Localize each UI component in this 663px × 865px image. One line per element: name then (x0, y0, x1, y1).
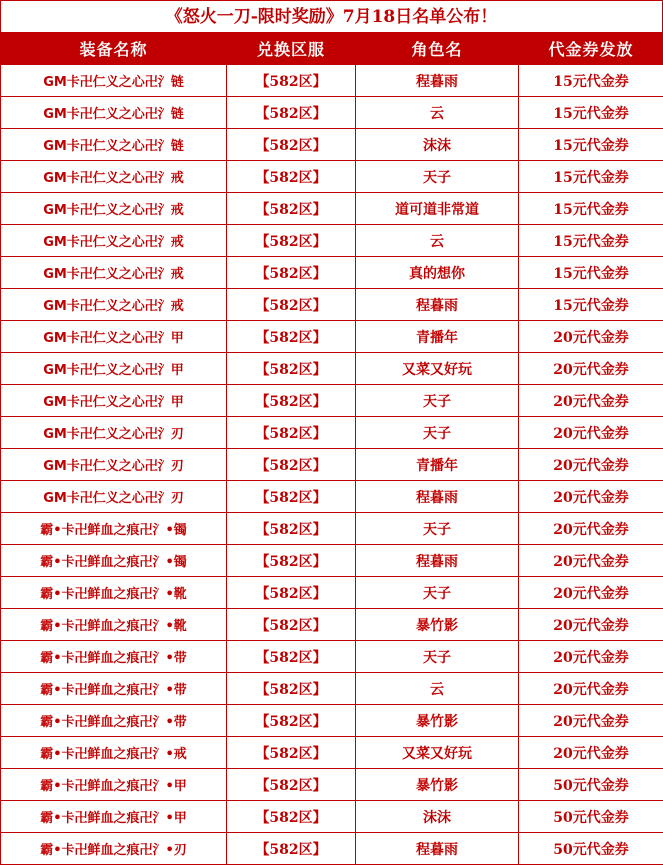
voucher-cell: 15元代金券 (519, 129, 663, 161)
equipment-name-cell: GM卡卍仁义之心卍氵戒 (1, 193, 227, 225)
voucher-cell: 50元代金券 (519, 801, 663, 833)
voucher-cell: 15元代金券 (519, 257, 663, 289)
table-row (1, 513, 663, 545)
server-cell: 【582区】 (227, 705, 356, 737)
table-row (1, 161, 663, 193)
character-name-cell: 沫沫 (356, 801, 519, 833)
server-cell: 【582区】 (227, 97, 356, 129)
equipment-name-cell: GM卡卍仁义之心卍氵甲 (1, 353, 227, 385)
server-cell: 【582区】 (227, 769, 356, 801)
server-cell: 【582区】 (227, 129, 356, 161)
equipment-name-cell: GM卡卍仁义之心卍氵戒 (1, 225, 227, 257)
voucher-cell: 20元代金券 (519, 481, 663, 513)
equipment-name-cell: GM卡卍仁义之心卍氵刃 (1, 417, 227, 449)
equipment-name-cell: GM卡卍仁义之心卍氵戒 (1, 257, 227, 289)
equipment-name-cell: GM卡卍仁义之心卍氵甲 (1, 385, 227, 417)
equipment-name-cell: GM卡卍仁义之心卍氵刃 (1, 449, 227, 481)
character-name-cell: 云 (356, 97, 519, 129)
voucher-cell: 20元代金券 (519, 513, 663, 545)
voucher-cell: 20元代金券 (519, 609, 663, 641)
server-cell: 【582区】 (227, 65, 356, 97)
server-cell: 【582区】 (227, 609, 356, 641)
table-row (1, 353, 663, 385)
character-name-cell: 程暮雨 (356, 289, 519, 321)
voucher-cell: 20元代金券 (519, 737, 663, 769)
equipment-name-cell: GM卡卍仁义之心卍氵戒 (1, 161, 227, 193)
table-row (1, 609, 663, 641)
voucher-cell: 15元代金券 (519, 97, 663, 129)
voucher-cell: 15元代金券 (519, 65, 663, 97)
equipment-name-cell: 霸•卡卍鲜血之痕卍氵•带 (1, 705, 227, 737)
server-cell: 【582区】 (227, 801, 356, 833)
reward-table (0, 32, 663, 865)
character-name-cell: 程暮雨 (356, 65, 519, 97)
voucher-cell: 20元代金券 (519, 577, 663, 609)
character-name-cell: 沫沫 (356, 129, 519, 161)
character-name-cell: 天子 (356, 385, 519, 417)
voucher-cell: 50元代金券 (519, 833, 663, 865)
column-header-character: 角色名 (356, 33, 519, 65)
character-name-cell: 暴竹影 (356, 705, 519, 737)
table-row (1, 385, 663, 417)
equipment-name-cell: 霸•卡卍鲜血之痕卍氵•镯 (1, 513, 227, 545)
server-cell: 【582区】 (227, 449, 356, 481)
table-body (1, 65, 663, 865)
table-row (1, 65, 663, 97)
table-row (1, 577, 663, 609)
character-name-cell: 道可道非常道 (356, 193, 519, 225)
equipment-name-cell: GM卡卍仁义之心卍氵刃 (1, 481, 227, 513)
server-cell: 【582区】 (227, 481, 356, 513)
character-name-cell: 云 (356, 673, 519, 705)
table-row (1, 801, 663, 833)
server-cell: 【582区】 (227, 193, 356, 225)
voucher-cell: 20元代金券 (519, 449, 663, 481)
equipment-name-cell: 霸•卡卍鲜血之痕卍氵•带 (1, 641, 227, 673)
character-name-cell: 天子 (356, 641, 519, 673)
character-name-cell: 天子 (356, 513, 519, 545)
equipment-name-cell: GM卡卍仁义之心卍氵链 (1, 65, 227, 97)
voucher-cell: 15元代金券 (519, 161, 663, 193)
equipment-name-cell: 霸•卡卍鲜血之痕卍氵•甲 (1, 769, 227, 801)
equipment-name-cell: 霸•卡卍鲜血之痕卍氵•靴 (1, 577, 227, 609)
server-cell: 【582区】 (227, 737, 356, 769)
table-row (1, 769, 663, 801)
voucher-cell: 20元代金券 (519, 385, 663, 417)
server-cell: 【582区】 (227, 385, 356, 417)
table-row (1, 641, 663, 673)
server-cell: 【582区】 (227, 673, 356, 705)
voucher-cell: 20元代金券 (519, 417, 663, 449)
equipment-name-cell: 霸•卡卍鲜血之痕卍氵•带 (1, 673, 227, 705)
character-name-cell: 青播年 (356, 449, 519, 481)
server-cell: 【582区】 (227, 257, 356, 289)
voucher-cell: 20元代金券 (519, 545, 663, 577)
character-name-cell: 又菜又好玩 (356, 353, 519, 385)
server-cell: 【582区】 (227, 833, 356, 865)
server-cell: 【582区】 (227, 417, 356, 449)
character-name-cell: 真的想你 (356, 257, 519, 289)
server-cell: 【582区】 (227, 353, 356, 385)
character-name-cell: 程暮雨 (356, 833, 519, 865)
table-row (1, 545, 663, 577)
table-row (1, 97, 663, 129)
table-row (1, 833, 663, 865)
server-cell: 【582区】 (227, 321, 356, 353)
column-header-server: 兑换区服 (227, 33, 356, 65)
table-row (1, 193, 663, 225)
character-name-cell: 程暮雨 (356, 545, 519, 577)
table-row (1, 257, 663, 289)
voucher-cell: 20元代金券 (519, 321, 663, 353)
character-name-cell: 又菜又好玩 (356, 737, 519, 769)
character-name-cell: 天子 (356, 161, 519, 193)
equipment-name-cell: 霸•卡卍鲜血之痕卍氵•刃 (1, 833, 227, 865)
equipment-name-cell: GM卡卍仁义之心卍氵链 (1, 129, 227, 161)
server-cell: 【582区】 (227, 577, 356, 609)
equipment-name-cell: 霸•卡卍鲜血之痕卍氵•戒 (1, 737, 227, 769)
equipment-name-cell: GM卡卍仁义之心卍氵链 (1, 97, 227, 129)
voucher-cell: 15元代金券 (519, 289, 663, 321)
table-row (1, 705, 663, 737)
table-row (1, 673, 663, 705)
voucher-cell: 15元代金券 (519, 193, 663, 225)
equipment-name-cell: 霸•卡卍鲜血之痕卍氵•靴 (1, 609, 227, 641)
voucher-cell: 20元代金券 (519, 705, 663, 737)
equipment-name-cell: 霸•卡卍鲜血之痕卍氵•镯 (1, 545, 227, 577)
equipment-name-cell: GM卡卍仁义之心卍氵戒 (1, 289, 227, 321)
table-header-row (1, 33, 663, 65)
table-row (1, 289, 663, 321)
server-cell: 【582区】 (227, 513, 356, 545)
character-name-cell: 云 (356, 225, 519, 257)
page-title: 《怒火一刀-限时奖励》7月18日名单公布！ (0, 0, 663, 32)
table-row (1, 737, 663, 769)
table-row (1, 129, 663, 161)
character-name-cell: 天子 (356, 577, 519, 609)
table-row (1, 321, 663, 353)
column-header-voucher: 代金券发放 (519, 33, 663, 65)
voucher-cell: 50元代金券 (519, 769, 663, 801)
character-name-cell: 程暮雨 (356, 481, 519, 513)
server-cell: 【582区】 (227, 161, 356, 193)
table-row (1, 225, 663, 257)
voucher-cell: 20元代金券 (519, 641, 663, 673)
equipment-name-cell: 霸•卡卍鲜血之痕卍氵•甲 (1, 801, 227, 833)
voucher-cell: 20元代金券 (519, 673, 663, 705)
equipment-name-cell: GM卡卍仁义之心卍氵甲 (1, 321, 227, 353)
table-row (1, 481, 663, 513)
column-header-equipment: 装备名称 (1, 33, 227, 65)
character-name-cell: 暴竹影 (356, 609, 519, 641)
table-row (1, 417, 663, 449)
server-cell: 【582区】 (227, 225, 356, 257)
table-row (1, 449, 663, 481)
voucher-cell: 20元代金券 (519, 353, 663, 385)
character-name-cell: 天子 (356, 417, 519, 449)
server-cell: 【582区】 (227, 289, 356, 321)
character-name-cell: 暴竹影 (356, 769, 519, 801)
server-cell: 【582区】 (227, 641, 356, 673)
character-name-cell: 青播年 (356, 321, 519, 353)
voucher-cell: 15元代金券 (519, 225, 663, 257)
server-cell: 【582区】 (227, 545, 356, 577)
